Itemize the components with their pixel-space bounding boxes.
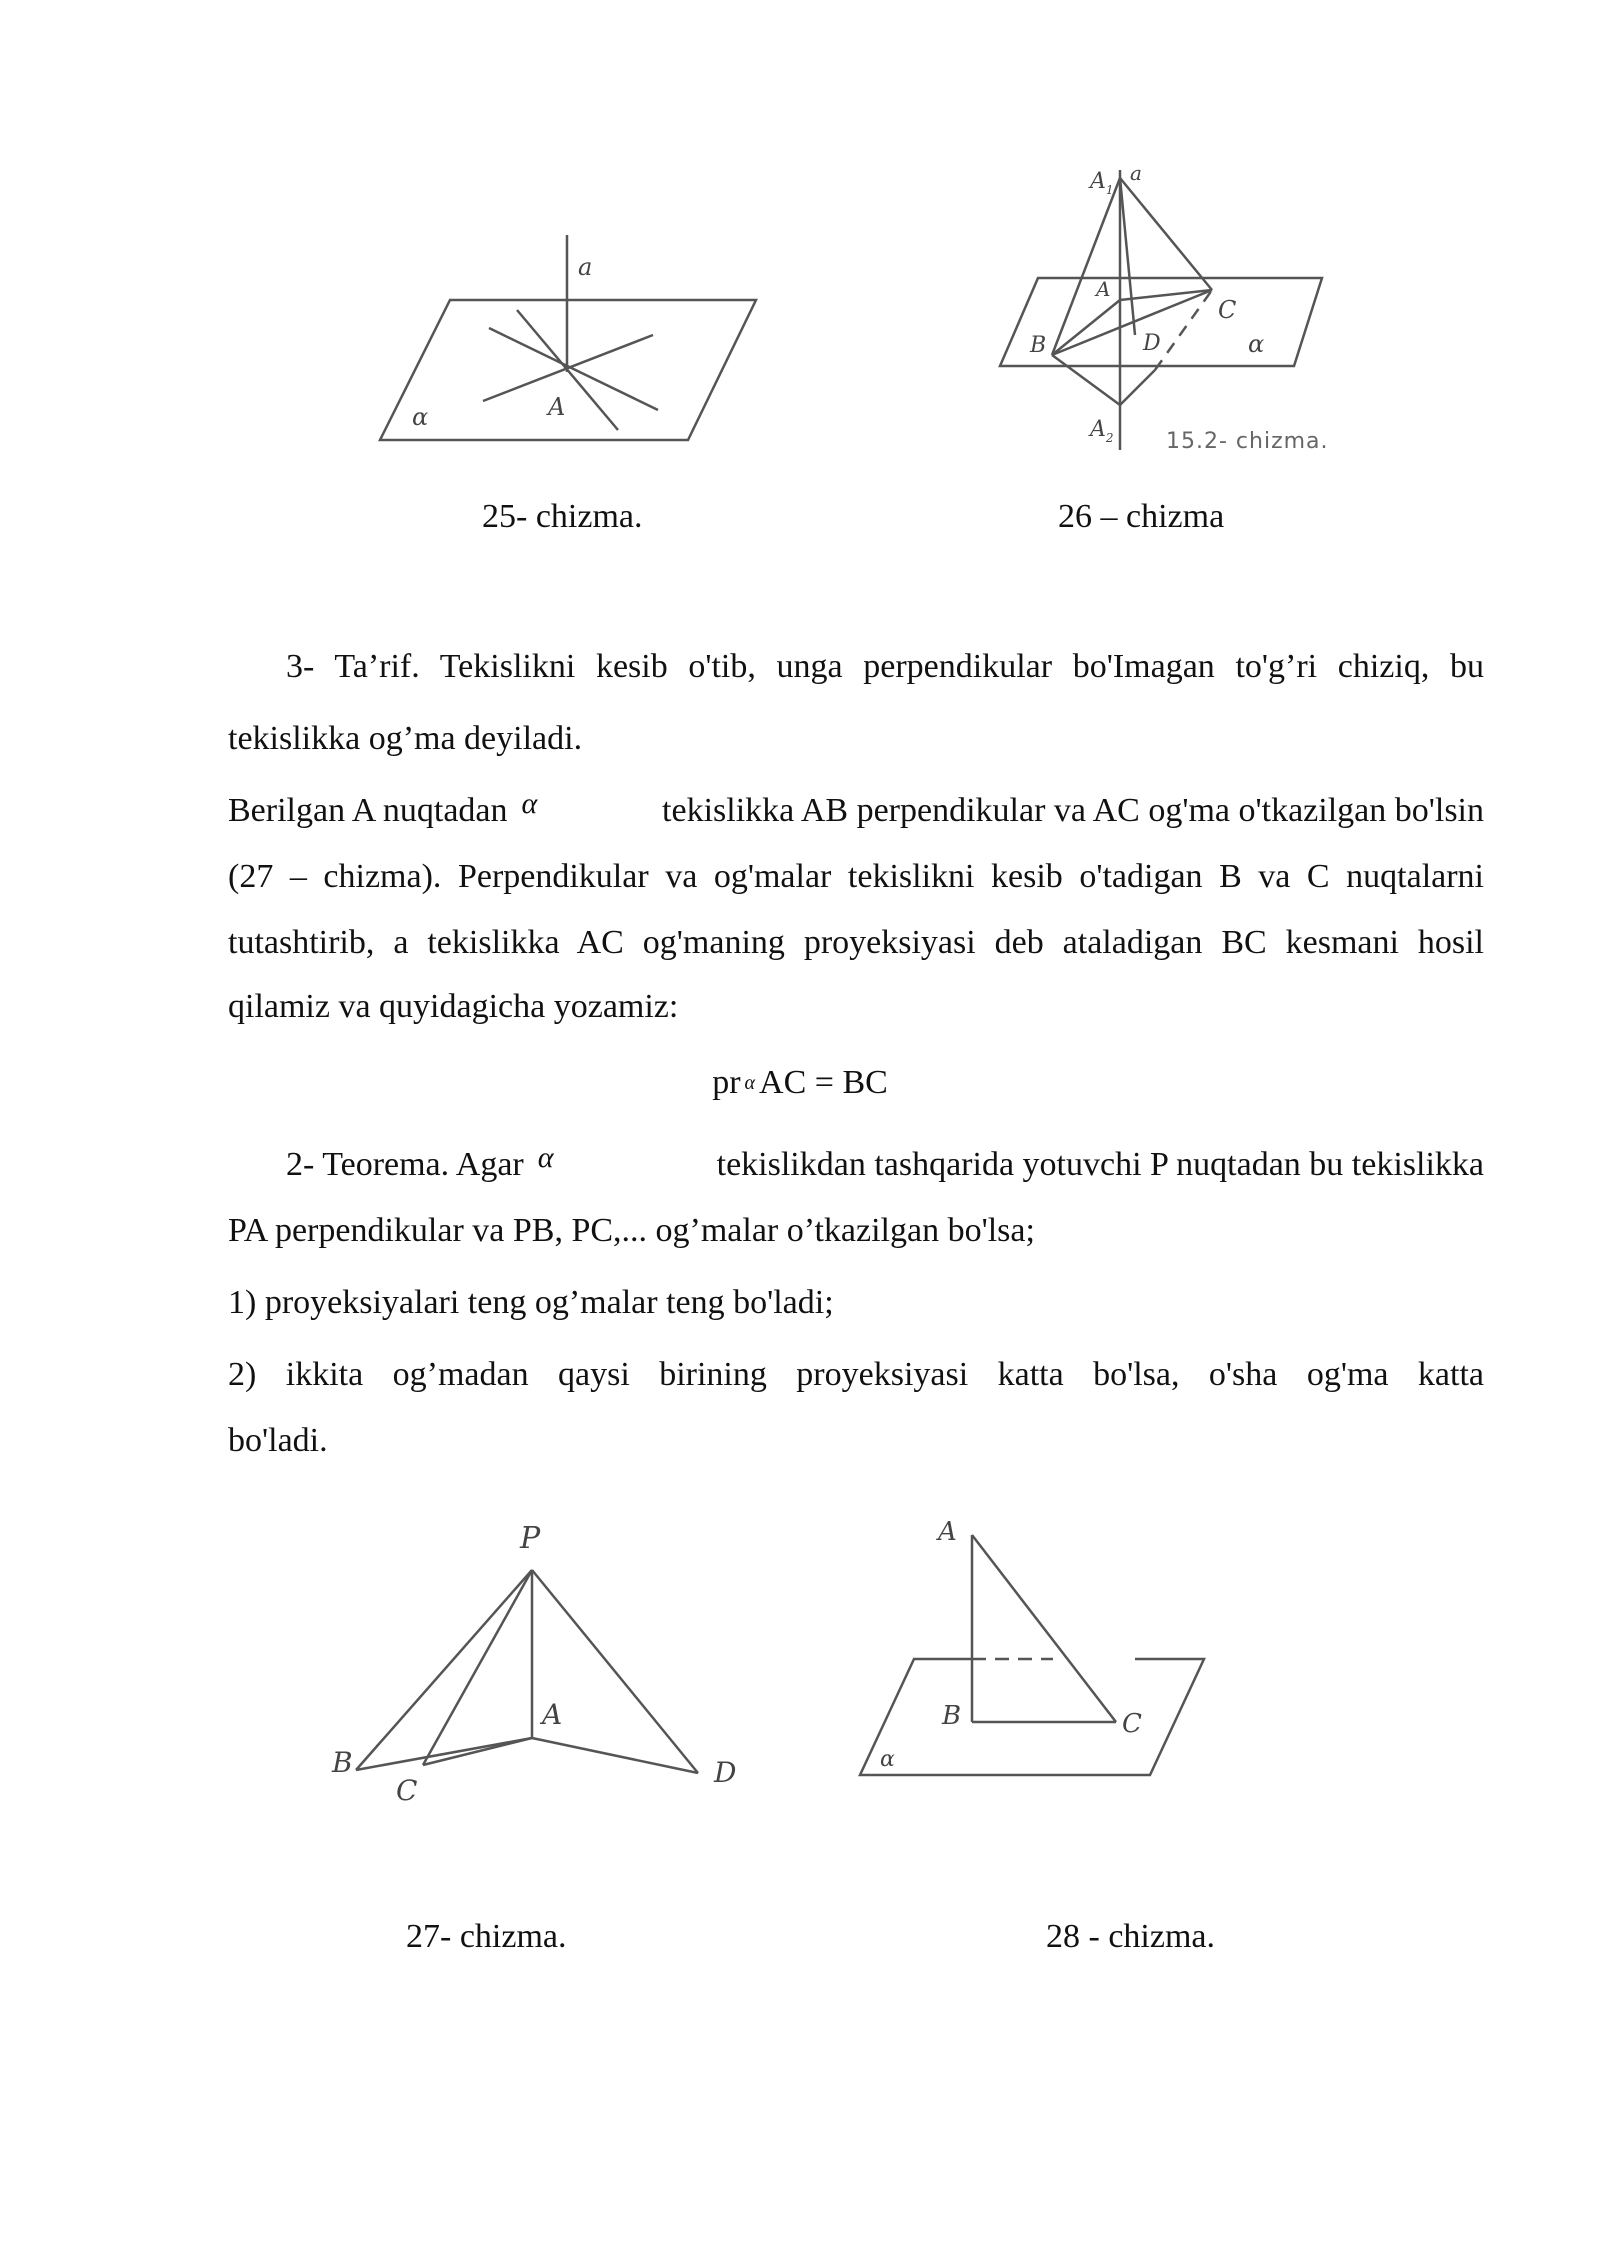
figure-27-drawing — [320, 1520, 760, 1820]
label-D: D — [714, 1756, 737, 1789]
theorem-item-2-line-1: 2) ikkita og’madan qaysi birining proyeksiyasi katta bo'lsa, o'sha og'ma katta — [228, 1356, 1484, 1393]
line-1 — [489, 328, 658, 410]
figure-26-caption: 26 – chizma — [1058, 498, 1225, 535]
label-alpha: α — [412, 403, 429, 431]
figure-28-caption: 28 - chizma. — [1046, 1918, 1215, 1955]
figure-25-caption: 25- chizma. — [482, 498, 643, 535]
label-P: P — [520, 1521, 541, 1556]
figure-28 — [850, 1510, 1220, 1780]
label-A: A — [548, 393, 566, 421]
edge-A1-C — [1120, 178, 1212, 290]
label-A: A — [938, 1517, 957, 1547]
oblique-AC — [972, 1535, 1116, 1722]
label-alpha: α — [880, 1747, 895, 1772]
figure-27-caption: 27- chizma. — [406, 1918, 567, 1955]
label-a: a — [1130, 161, 1142, 185]
label-A2: $A_2$ — [1090, 417, 1114, 445]
paragraph-line-1 — [228, 778, 1484, 845]
label-A: A — [542, 1698, 563, 1731]
edge-A2-D — [1120, 370, 1155, 405]
plane-alpha — [860, 1659, 1204, 1775]
figure-25 — [370, 225, 770, 450]
plane-alpha — [1000, 278, 1322, 366]
label-B: B — [942, 1701, 962, 1731]
edge-C-A — [423, 1738, 532, 1765]
alpha-symbol: α — [521, 787, 538, 820]
figure-26-drawing — [990, 160, 1360, 460]
paragraph-line-2: (27 – chizma). Perpendikular va og'malar tekislikni kesib o'tadigan B va C nuqtalarni — [228, 858, 1484, 895]
edge-B-A — [356, 1738, 532, 1770]
figure-27 — [320, 1520, 760, 1820]
paragraph-line-1-start: Berilgan A nuqtadan α — [228, 787, 538, 829]
paragraph-line-3: tutashtirib, a tekislikka AC og'maning proyeksiyasi deb ataladigan BC kesmani hosil — [228, 924, 1484, 961]
definition-line-2: tekislikka og’ma deyiladi. — [228, 720, 583, 757]
edge-B-A2 — [1052, 355, 1120, 405]
theorem-line-1 — [228, 1132, 1484, 1199]
figure-25-drawing — [370, 225, 770, 450]
definition-line-1: 3- Ta’rif. Tekislikni kesib o'tib, unga perpendikular bo'Imagan to'g’ri chiziq, bu — [286, 648, 1484, 685]
label-alpha: α — [1248, 330, 1265, 358]
theorem-line-1-end: tekislikdan tashqarida yotuvchi P nuqtadan bu tekislikka — [716, 1146, 1484, 1183]
alpha-subscript: α — [744, 1072, 756, 1094]
edge-P-C — [423, 1570, 532, 1765]
label-A1: $A_1$ — [1090, 169, 1114, 197]
alpha-symbol: α — [537, 1141, 554, 1174]
edge-P-B — [356, 1570, 532, 1770]
figure-26 — [990, 160, 1360, 460]
label-B: B — [1030, 333, 1047, 358]
projection-formula: pr α AC = BC — [712, 1064, 888, 1101]
label-a: a — [578, 253, 593, 281]
theorem-line-1-start: 2- Teorema. Agar α — [286, 1141, 554, 1183]
theorem-line-2: PA perpendikular va PB, PC,... og’malar o’tkazilgan bo'lsa; — [228, 1212, 1035, 1249]
paragraph-line-1-end: tekislikka AB perpendikular va AC og'ma o'tkazilgan bo'lsin — [662, 792, 1484, 829]
label-C: C — [396, 1774, 418, 1807]
theorem-item-2-line-2: bo'ladi. — [228, 1422, 328, 1459]
label-C: C — [1218, 296, 1237, 324]
label-C: C — [1122, 1709, 1142, 1739]
label-D: D — [1143, 331, 1161, 356]
edge-A1-D — [1120, 178, 1135, 335]
label-A: A — [1096, 277, 1111, 301]
figure-28-drawing — [850, 1510, 1220, 1780]
label-B: B — [332, 1746, 353, 1779]
paragraph-line-4: qilamiz va quyidagicha yozamiz: — [228, 988, 679, 1025]
figure-26-inner-caption: 15.2- chizma. — [1166, 429, 1329, 454]
theorem-item-1: 1) proyeksiyalari teng og’malar teng bo'ladi; — [228, 1284, 834, 1321]
